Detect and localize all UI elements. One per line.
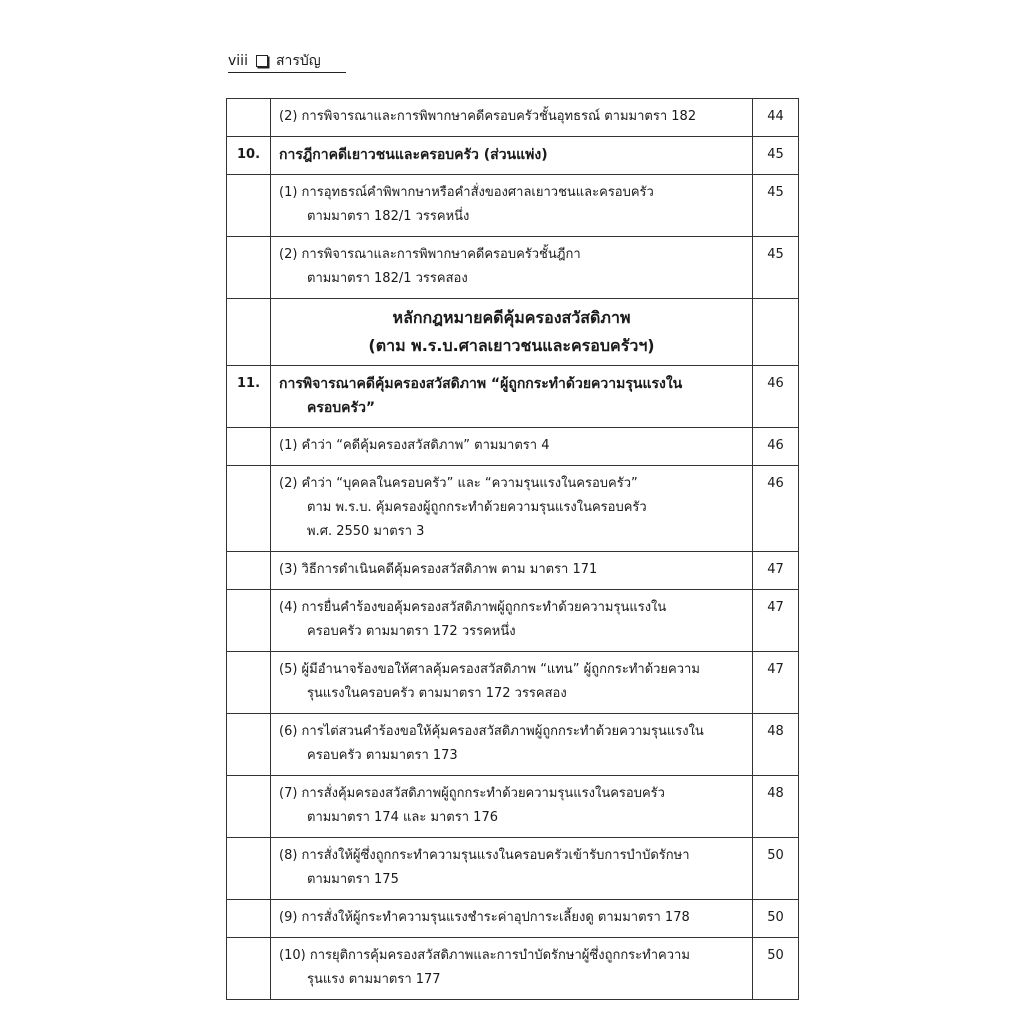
page-number-roman: viii [228, 53, 248, 69]
toc-entry-line: (8) การสั่งให้ผู้ซึ่งถูกกระทำความรุนแรงในครอบครัวเข้ารับการบำบัดรักษา [279, 848, 690, 863]
toc-entry-number: 11. [227, 366, 271, 428]
toc-page-number: 44 [753, 99, 799, 137]
toc-row [227, 99, 799, 137]
toc-entry-title [271, 366, 753, 428]
toc-entry-line: ตาม พ.ร.บ. คุ้มครองผู้ถูกกระทำด้วยความรุนแรงในครอบครัว [307, 500, 647, 515]
toc-row [227, 137, 799, 175]
toc-page-number: 45 [753, 137, 799, 175]
toc-entry-line: (9) การสั่งให้ผู้กระทำความรุนแรงชำระค่าอุปการะเลี้ยงดู ตามมาตรา 178 [279, 910, 690, 925]
toc-entry-line: ตามมาตรา 182/1 วรรคสอง [307, 271, 468, 286]
toc-entry-title [271, 838, 753, 900]
toc-entry-number [227, 428, 271, 466]
toc-entry-title [271, 428, 753, 466]
toc-entry-number [227, 776, 271, 838]
toc-body [227, 99, 799, 1000]
toc-page-number: 47 [753, 590, 799, 652]
toc-section-heading [271, 299, 753, 366]
toc-entry-title [271, 652, 753, 714]
toc-entry-title [271, 175, 753, 237]
toc-entry-number [227, 175, 271, 237]
toc-row [227, 590, 799, 652]
toc-page-number: 50 [753, 938, 799, 1000]
toc-entry-number: 10. [227, 137, 271, 175]
toc-entry-title [271, 137, 753, 175]
toc-row [227, 776, 799, 838]
toc-entry-line: (7) การสั่งคุ้มครองสวัสดิภาพผู้ถูกกระทำด้วยความรุนแรงในครอบครัว [279, 786, 665, 801]
toc-row [227, 938, 799, 1000]
toc-entry-line: (1) คำว่า “คดีคุ้มครองสวัสดิภาพ” ตามมาตรา 4 [279, 438, 550, 453]
toc-entry-line: (2) การพิจารณาและการพิพากษาคดีครอบครัวชั้นอุทธรณ์ ตามมาตรา 182 [279, 109, 697, 124]
toc-entry-line: ตามมาตรา 175 [307, 872, 399, 887]
toc-entry-line: ตามมาตรา 174 และ มาตรา 176 [307, 810, 498, 825]
toc-row [227, 652, 799, 714]
toc-entry-number [227, 466, 271, 552]
checkbox-square-icon [256, 55, 268, 67]
toc-page-number: 48 [753, 776, 799, 838]
toc-row [227, 552, 799, 590]
toc-entry-number [227, 838, 271, 900]
toc-entry-line: (2) คำว่า “บุคคลในครอบครัว” และ “ความรุนแรงในครอบครัว” [279, 476, 638, 491]
toc-entry-line: (2) การพิจารณาและการพิพากษาคดีครอบครัวชั้นฎีกา [279, 247, 581, 262]
header-underline [228, 72, 346, 73]
toc-row [227, 714, 799, 776]
toc-entry-line: พ.ศ. 2550 มาตรา 3 [307, 524, 425, 539]
toc-row [227, 428, 799, 466]
toc-entry-number [227, 590, 271, 652]
toc-entry-title [271, 466, 753, 552]
toc-entry-line: การพิจารณาคดีคุ้มครองสวัสดิภาพ “ผู้ถูกกระทำด้วยความรุนแรงใน [279, 376, 683, 392]
toc-entry-line: (3) วิธีการดำเนินคดีคุ้มครองสวัสดิภาพ ตาม มาตรา 171 [279, 562, 598, 577]
toc-entry-line: ครอบครัว” [307, 400, 376, 416]
toc-entry-line: รุนแรง ตามมาตรา 177 [307, 972, 441, 987]
toc-entry-line: การฎีกาคดีเยาวชนและครอบครัว (ส่วนแพ่ง) [279, 147, 548, 163]
toc-page-number: 46 [753, 466, 799, 552]
toc-page-number [753, 299, 799, 366]
toc-entry-number [227, 552, 271, 590]
toc-entry-number [227, 299, 271, 366]
toc-entry-number [227, 714, 271, 776]
toc-entry-line: ตามมาตรา 182/1 วรรคหนึ่ง [307, 209, 470, 224]
table-of-contents [226, 98, 799, 1000]
toc-entry-title [271, 99, 753, 137]
toc-entry-line: (1) การอุทธรณ์คำพิพากษาหรือคำสั่งของศาลเยาวชนและครอบครัว [279, 185, 654, 200]
toc-entry-number [227, 652, 271, 714]
toc-entry-title [271, 552, 753, 590]
toc-page-number: 47 [753, 652, 799, 714]
toc-entry-line: ครอบครัว ตามมาตรา 173 [307, 748, 458, 763]
page-header [228, 52, 321, 70]
toc-entry-line: รุนแรงในครอบครัว ตามมาตรา 172 วรรคสอง [307, 686, 567, 701]
toc-entry-title [271, 714, 753, 776]
toc-entry-line: (6) การไต่สวนคำร้องขอให้คุ้มครองสวัสดิภาพผู้ถูกกระทำด้วยความรุนแรงใน [279, 724, 704, 739]
toc-page-number: 50 [753, 838, 799, 900]
toc-entry-line: (5) ผู้มีอำนาจร้องขอให้ศาลคุ้มครองสวัสดิภาพ “แทน” ผู้ถูกกระทำด้วยความ [279, 662, 700, 677]
toc-row [227, 900, 799, 938]
toc-page-number: 45 [753, 175, 799, 237]
toc-entry-title [271, 938, 753, 1000]
toc-row [227, 175, 799, 237]
toc-page-number: 45 [753, 237, 799, 299]
page-header-title: สารบัญ [275, 53, 321, 69]
toc-entry-line: ครอบครัว ตามมาตรา 172 วรรคหนึ่ง [307, 624, 516, 639]
toc-page-number: 46 [753, 366, 799, 428]
toc-entry-line: (ตาม พ.ร.บ.ศาลเยาวชนและครอบครัวฯ) [368, 336, 655, 355]
toc-page-number: 47 [753, 552, 799, 590]
toc-entry-title [271, 237, 753, 299]
toc-page-number: 46 [753, 428, 799, 466]
toc-row [227, 366, 799, 428]
toc-row [227, 466, 799, 552]
toc-entry-number [227, 900, 271, 938]
toc-entry-number [227, 99, 271, 137]
toc-row [227, 299, 799, 366]
toc-entry-number [227, 938, 271, 1000]
toc-page-number: 48 [753, 714, 799, 776]
toc-entry-title [271, 776, 753, 838]
toc-entry-title [271, 590, 753, 652]
toc-row [227, 237, 799, 299]
toc-entry-line: หลักกฎหมายคดีคุ้มครองสวัสดิภาพ [392, 308, 631, 327]
toc-entry-line: (4) การยื่นคำร้องขอคุ้มครองสวัสดิภาพผู้ถูกกระทำด้วยความรุนแรงใน [279, 600, 667, 615]
toc-entry-title [271, 900, 753, 938]
toc-entry-number [227, 237, 271, 299]
toc-page-number: 50 [753, 900, 799, 938]
toc-entry-line: (10) การยุติการคุ้มครองสวัสดิภาพและการบำบัดรักษาผู้ซึ่งถูกกระทำความ [279, 948, 690, 963]
toc-row [227, 838, 799, 900]
